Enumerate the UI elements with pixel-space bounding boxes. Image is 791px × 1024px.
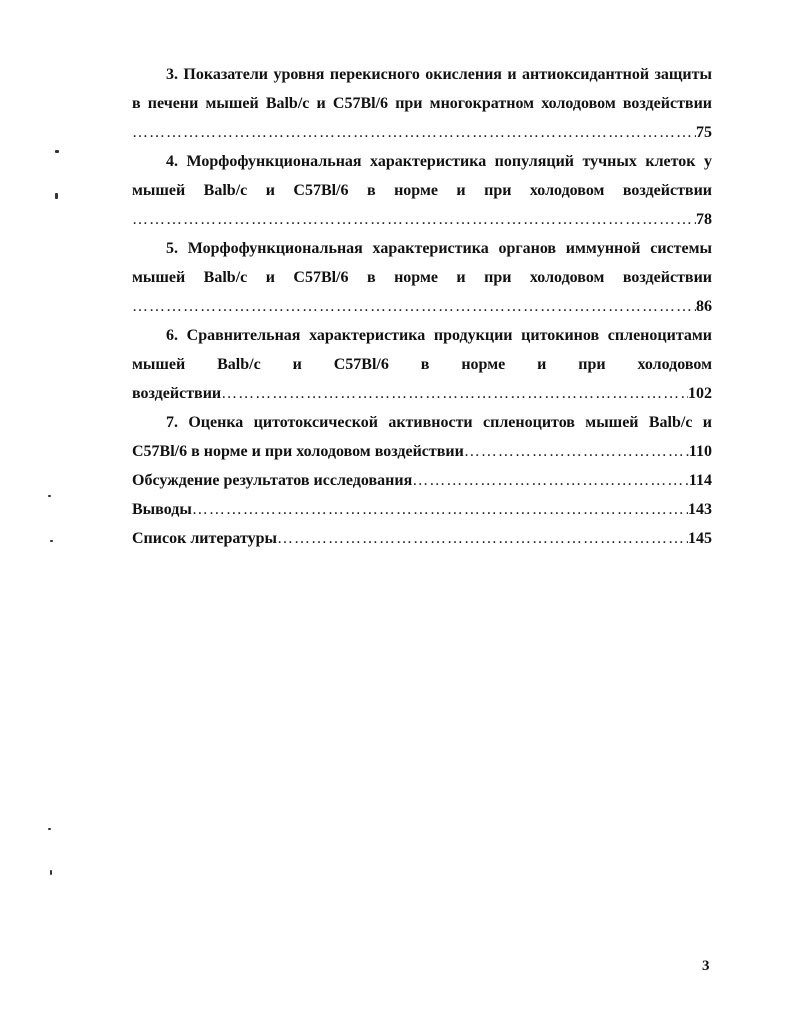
page-number: 3 (702, 958, 710, 974)
toc-leader-line (132, 437, 712, 466)
toc-entry-line: 5. Морфофункциональная характеристика органов иммунной системы (166, 240, 712, 257)
toc-entry-line: в печени мышей Balb/c и С57Вl/6 при многократном холодовом воздействии (132, 95, 712, 112)
toc-entry-references (132, 524, 712, 553)
toc-entry-line: 7. Оценка цитотоксической активности спленоцитов мышей Balb/c и (166, 414, 712, 431)
toc-entry-6 (132, 321, 712, 408)
toc-page-number: 86 (696, 298, 712, 315)
toc-entry-line: 3. Показатели уровня перекисного окисления и антиоксидантной защиты (166, 66, 712, 83)
toc-leader-line (132, 524, 712, 553)
toc-leader-line (132, 379, 712, 408)
toc-entry-line: мышей Balb/c и С57Вl/6 в норме и при холодовом воздействии (132, 269, 712, 286)
toc-entry-title: Список литературы (132, 530, 277, 547)
toc-entry-7 (132, 408, 712, 466)
toc-page-number: 78 (696, 211, 712, 228)
toc-page-number: 102 (688, 385, 712, 402)
toc-page-number: 143 (688, 501, 712, 518)
toc-page-number: 75 (696, 124, 712, 141)
toc-entry-conclusions (132, 495, 712, 524)
toc-page-number: 145 (688, 530, 712, 547)
toc-entry-4 (132, 147, 712, 234)
scan-speck (50, 540, 53, 542)
toc-leader-line (132, 292, 712, 321)
dot-leader (277, 524, 688, 553)
toc-leader-line (132, 495, 712, 524)
scan-speck (48, 495, 51, 497)
table-of-contents (132, 60, 712, 553)
dot-leader (132, 205, 696, 234)
toc-entry-3 (132, 60, 712, 147)
toc-entry-line: 6. Сравнительная характеристика продукции цитокинов спленоцитами (166, 327, 712, 344)
toc-entry-line-lead: воздействии (132, 385, 222, 402)
toc-entry-title: Выводы (132, 501, 192, 518)
dot-leader (464, 437, 689, 466)
toc-entry-line: 4. Морфофункциональная характеристика популяций тучных клеток у (166, 153, 712, 170)
dot-leader (412, 466, 689, 495)
toc-leader-line (132, 466, 712, 495)
dot-leader (132, 118, 696, 147)
toc-entry-title: Обсуждение результатов исследования (132, 472, 413, 489)
toc-entry-line-lead: С57Вl/6 в норме и при холодовом воздействии (132, 443, 464, 460)
dot-leader (132, 292, 696, 321)
scan-speck (50, 870, 52, 875)
toc-entry-line: мышей Balb/c и С57Вl/6 в норме и при холодовом (132, 356, 712, 373)
scan-speck (48, 828, 51, 830)
dot-leader (192, 495, 688, 524)
toc-entry-discussion (132, 466, 712, 495)
scan-speck (55, 150, 59, 153)
toc-page-number: 114 (688, 472, 712, 489)
toc-leader-line (132, 205, 712, 234)
toc-entry-line: мышей Balb/c и С57Вl/6 в норме и при холодовом воздействии (132, 182, 712, 199)
toc-entry-5 (132, 234, 712, 321)
dot-leader (221, 379, 688, 408)
toc-leader-line (132, 118, 712, 147)
scan-speck (55, 193, 58, 199)
toc-page-number: 110 (688, 443, 712, 460)
